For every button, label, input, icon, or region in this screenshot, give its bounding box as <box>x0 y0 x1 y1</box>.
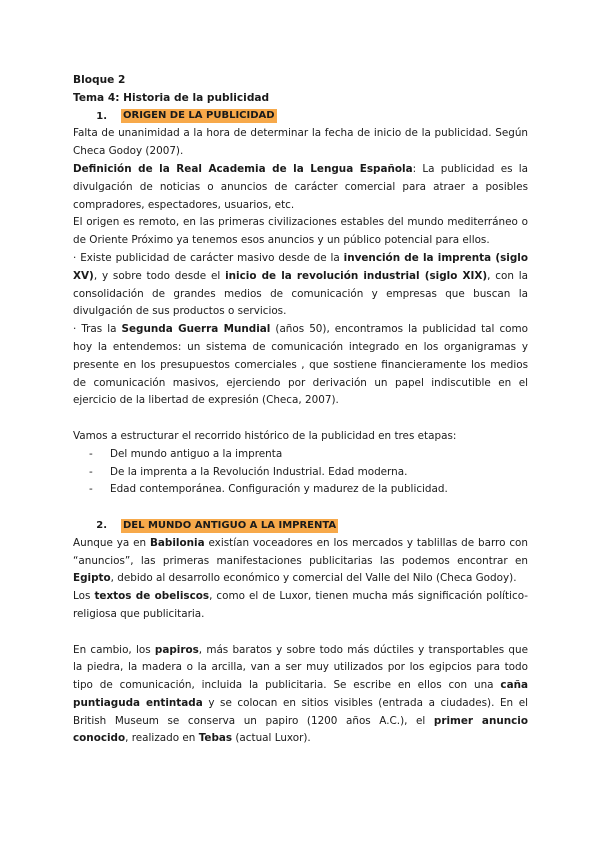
s2-p3-text-e: y se colocan en sitios visibles (entrada a ciudades). En el British Museum se conserva un papiro (1200 años A.C.), el <box>73 696 528 727</box>
s1-paragraph-4 <box>73 250 528 321</box>
spacer <box>73 624 528 642</box>
s2-p2-text-c: , como el de Luxor, tienen mucha más significación político-religiosa que publicitaria. <box>73 590 529 620</box>
s1-p5-text-a: · Tras la <box>73 323 122 336</box>
section-1-heading <box>73 108 528 126</box>
s2-p3-text-g: , realizado en <box>125 732 199 745</box>
list-item: - Del mundo antiguo a la imprenta <box>73 446 528 464</box>
section-2-heading <box>73 517 528 535</box>
s2-p1-bold-d: Egipto <box>73 572 111 585</box>
s2-p3-bold-d: caña puntiaguda entintada <box>73 679 528 709</box>
s1-p4-text-e: , con la consolidación de grandes medios de comunicación y empresas que buscan la divulgación de sus productos o servicios. <box>73 269 528 318</box>
rae-definition-label: Definición de la Real Academia de la Lengua Española <box>73 162 413 175</box>
s2-paragraph-3 <box>73 642 528 749</box>
rae-definition-text: : La publicidad es la divulgación de noticias o anuncios de carácter comercial para atraer a posibles compradores, espectadores, usuarios, etc. <box>73 162 528 211</box>
spacer <box>73 499 528 517</box>
s2-p2-bold-b: textos de obeliscos <box>94 590 210 603</box>
s2-paragraph-1 <box>73 535 528 588</box>
stages-list <box>73 446 528 499</box>
s1-paragraph-1: Falta de unanimidad a la hora de determinar la fecha de inicio de la publicidad. Según Checa Godoy (2007). <box>73 127 528 158</box>
s1-p5-bold-b: Segunda Guerra Mundial <box>121 323 271 336</box>
spacer <box>73 410 528 428</box>
s2-p1-text-a: Aunque ya en <box>73 536 150 549</box>
s1-p4-bold-d: inicio de la revolución industrial (siglo XIX) <box>225 269 488 282</box>
s2-p3-bold-b: papiros <box>154 643 199 656</box>
s1-p4-text-a: · Existe publicidad de carácter masivo desde de la <box>73 251 344 264</box>
s1-paragraph-5 <box>73 321 528 410</box>
section-2-number: 2. <box>96 519 107 531</box>
s2-p1-text-e: , debido al desarrollo económico y comercial del Valle del Nilo (Checa Godoy). <box>110 572 517 585</box>
list-item: - De la imprenta a la Revolución Industrial. Edad moderna. <box>73 464 528 482</box>
s2-p1-bold-b: Babilonia <box>149 536 205 549</box>
s2-p3-text-a: En cambio, los <box>73 643 155 656</box>
s1-paragraph-6: Vamos a estructurar el recorrido histórico de la publicidad en tres etapas: <box>73 429 457 442</box>
s1-p4-text-c: , y sobre todo desde el <box>93 269 226 282</box>
s1-p5-text-c: (años 50), encontramos la publicidad tal como hoy la entendemos: un sistema de comunicación integrado en los organigramas y presente en los presupuestos comerciales , que sostiene financieramente los medios de comunicación masivos, ejerciendo por derivación un papel indiscutible en el ejercicio de la libertad de expresión (Checa, 2007). <box>73 323 528 407</box>
section-2-title: DEL MUNDO ANTIGUO A LA IMPRENTA <box>123 519 337 531</box>
s2-p3-bold-h: Tebas <box>198 732 233 745</box>
document-page <box>73 72 528 748</box>
s2-p3-bold-f: primer anuncio conocido <box>73 714 528 745</box>
s1-p4-bold-b: invención de la imprenta (siglo XV) <box>73 251 528 282</box>
s2-paragraph-2 <box>73 588 528 624</box>
list-item: - Edad contemporánea. Configuración y madurez de la publicidad. <box>73 481 528 499</box>
s1-paragraph-2 <box>73 161 528 214</box>
s2-p3-text-i: (actual Luxor). <box>232 732 311 745</box>
tema-title: Tema 4: Historia de la publicidad <box>73 91 270 104</box>
s2-p3-text-c: , más baratos y sobre todo más dúctiles y transportables que la piedra, la madera o la arcilla, van a ser muy utilizados por los egipcios para todo tipo de comunicación, incluida la publicitaria. Se escribe en ellos con una <box>73 643 529 692</box>
s2-p1-text-c: existían voceadores en los mercados y tablillas de barro con “anuncios”, las primeras manifestaciones publicitarias las podemos encontrar en <box>73 536 528 567</box>
s2-p2-text-a: Los <box>73 590 95 603</box>
s1-paragraph-3: El origen es remoto, en las primeras civilizaciones estables del mundo mediterráneo o de Oriente Próximo ya tenemos esos anuncios y un público potencial para ellos. <box>73 216 528 247</box>
section-1-number: 1. <box>96 110 107 122</box>
section-1-title: ORIGEN DE LA PUBLICIDAD <box>123 110 275 122</box>
bloque-label: Bloque 2 <box>73 74 126 86</box>
